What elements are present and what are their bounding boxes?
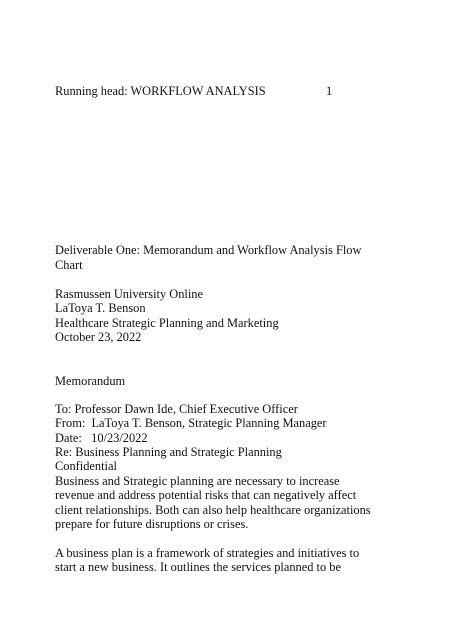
running-head: Running head: WORKFLOW ANALYSIS <box>55 84 266 98</box>
memo-date: Date: 10/23/2022 <box>55 431 148 445</box>
paragraph-1-line: client relationships. Both can also help healthcare organizations <box>55 503 371 517</box>
title-line-1: Deliverable One: Memorandum and Workflow Analysis Flow <box>55 243 362 257</box>
paragraph-1-line: prepare for future disruptions or crises. <box>55 517 249 531</box>
memo-confidential: Confidential <box>55 459 117 473</box>
memo-from: From: LaToya T. Benson, Strategic Planning Manager <box>55 416 327 430</box>
title-line-2: Chart <box>55 258 83 272</box>
document-date: October 23, 2022 <box>55 330 142 344</box>
memo-re: Re: Business Planning and Strategic Planning <box>55 445 282 459</box>
paragraph-1-line: Business and Strategic planning are necessary to increase <box>55 474 340 488</box>
institution: Rasmussen University Online <box>55 287 203 301</box>
course: Healthcare Strategic Planning and Marketing <box>55 316 279 330</box>
page-number: 1 <box>326 84 333 98</box>
author: LaToya T. Benson <box>55 301 146 315</box>
paragraph-2-line: A business plan is a framework of strategies and initiatives to <box>55 546 360 560</box>
paragraph-2-line: start a new business. It outlines the services planned to be <box>55 560 341 574</box>
memo-to: To: Professor Dawn Ide, Chief Executive Officer <box>55 402 298 416</box>
paragraph-1-line: revenue and address potential risks that can negatively affect <box>55 488 357 502</box>
memo-heading: Memorandum <box>55 374 126 388</box>
